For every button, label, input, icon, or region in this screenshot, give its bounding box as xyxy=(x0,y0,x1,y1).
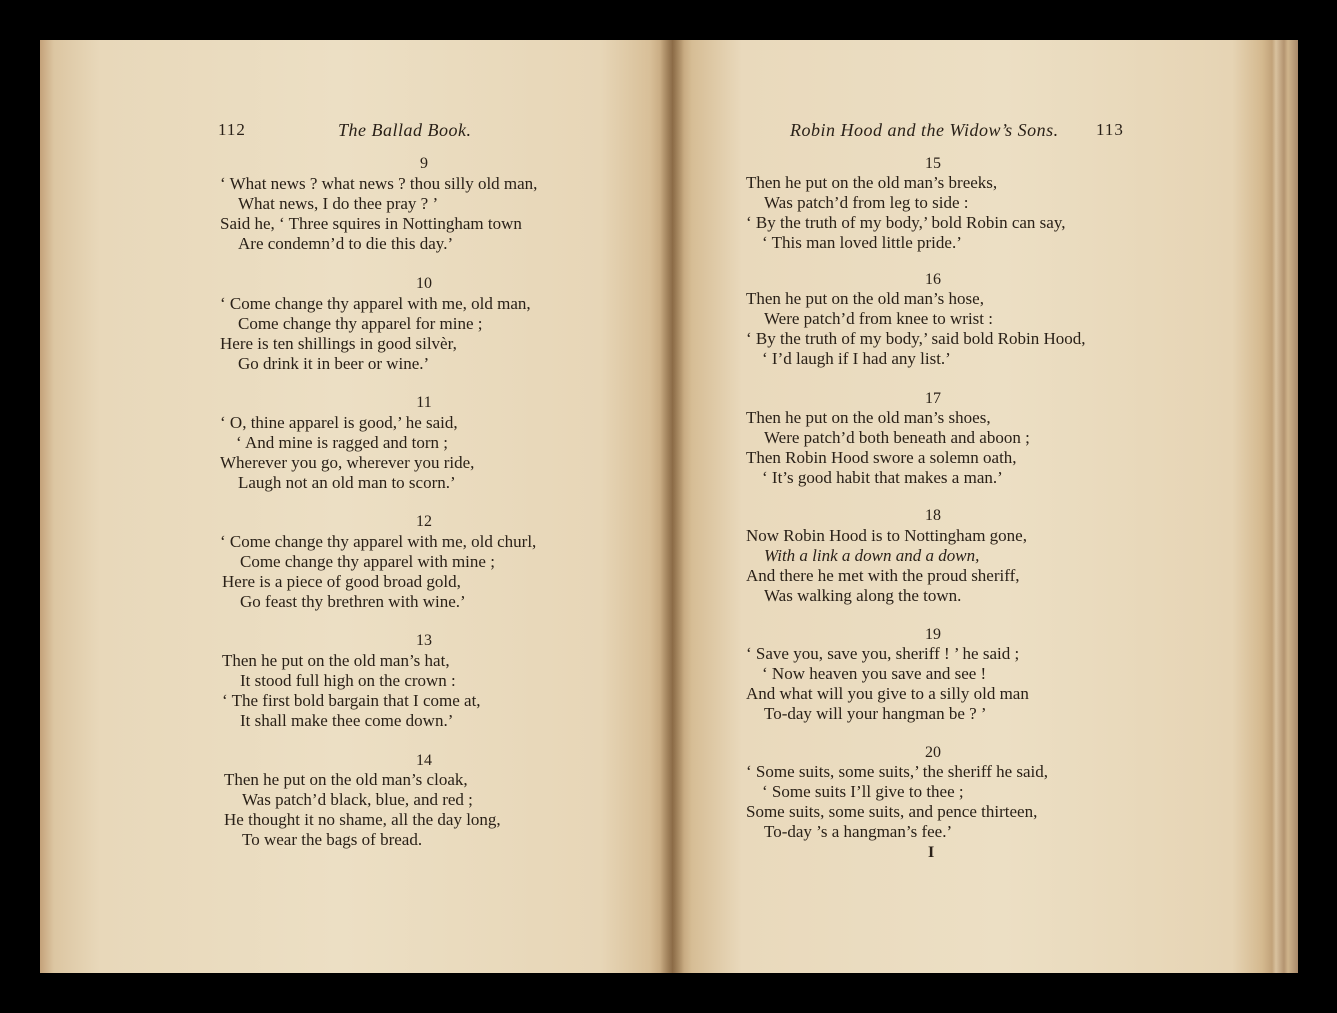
verse-line: Now Robin Hood is to Nottingham gone, xyxy=(746,526,1027,545)
stanza-number: 15 xyxy=(925,155,941,172)
stanza-number: 9 xyxy=(420,155,428,172)
verse-line: Go feast thy brethren with wine.’ xyxy=(240,592,466,611)
verse-line: ‘ Come change thy apparel with me, old churl, xyxy=(220,532,537,551)
stanza-number: 12 xyxy=(416,513,432,530)
running-head: The Ballad Book. xyxy=(338,120,472,140)
verse-line: ‘ Save you, save you, sheriff ! ’ he said ; xyxy=(746,644,1020,663)
open-book xyxy=(40,40,1298,973)
stanza-number: 10 xyxy=(416,275,432,292)
verse-line: ‘ And mine is ragged and torn ; xyxy=(236,433,448,452)
verse-line: Are condemn’d to die this day.’ xyxy=(238,234,454,253)
verse-line: ‘ By the truth of my body,’ bold Robin can say, xyxy=(746,213,1066,232)
left-page xyxy=(40,40,672,973)
stanza-number: 20 xyxy=(925,744,941,761)
verse-line: ‘ What news ? what news ? thou silly old man, xyxy=(220,174,538,193)
verse-line: Then he put on the old man’s hose, xyxy=(746,289,984,308)
book-spine-shadow xyxy=(660,40,684,973)
verse-line: ‘ Some suits, some suits,’ the sheriff he said, xyxy=(746,762,1049,781)
verse-line: Come change thy apparel for mine ; xyxy=(238,314,483,333)
verse-line: Then he put on the old man’s hat, xyxy=(222,651,450,670)
verse-line: ‘ Now heaven you save and see ! xyxy=(762,664,987,683)
verse-line: Were patch’d from knee to wrist : xyxy=(764,309,993,328)
verse-line: Then he put on the old man’s breeks, xyxy=(746,173,998,192)
verse-line: Then Robin Hood swore a solemn oath, xyxy=(746,448,1017,467)
verse-line: To wear the bags of bread. xyxy=(242,830,423,849)
verse-line: And what will you give to a silly old man xyxy=(746,684,1029,703)
verse-line: Come change thy apparel with mine ; xyxy=(240,552,495,571)
stanza-number: 18 xyxy=(925,507,941,524)
verse-line: Said he, ‘ Three squires in Nottingham town xyxy=(220,214,522,233)
verse-line: Was walking along the town. xyxy=(764,586,962,605)
stanza-number: 11 xyxy=(416,394,432,411)
right-page-header xyxy=(672,118,1298,142)
stanza-number: 16 xyxy=(925,271,941,288)
verse-line: ‘ I’d laugh if I had any list.’ xyxy=(762,349,951,368)
verse-line: Were patch’d both beneath and aboon ; xyxy=(764,428,1030,447)
verse-line: To-day will your hangman be ? ’ xyxy=(764,704,987,723)
verse-line: ‘ Come change thy apparel with me, old man, xyxy=(220,294,531,313)
verse-line: Here is ten shillings in good silvèr, xyxy=(220,334,457,353)
verse-line: What news, I do thee pray ? ’ xyxy=(238,194,439,213)
verse-line: ‘ This man loved little pride.’ xyxy=(762,233,962,252)
verse-line: ‘ By the truth of my body,’ said bold Robin Hood, xyxy=(746,329,1086,348)
verse-line: ‘ It’s good habit that makes a man.’ xyxy=(762,468,1003,487)
verse-line-refrain: With a link a down and a down, xyxy=(764,546,980,565)
verse-line: Here is a piece of good broad gold, xyxy=(222,572,461,591)
verse-line: Wherever you go, wherever you ride, xyxy=(220,453,475,472)
verse-line: Then he put on the old man’s shoes, xyxy=(746,408,991,427)
stanza-number: 13 xyxy=(416,632,432,649)
verse-line: Laugh not an old man to scorn.’ xyxy=(238,473,456,492)
left-page-header xyxy=(40,118,672,142)
page-number: 113 xyxy=(1096,120,1124,139)
verse-line: Some suits, some suits, and pence thirteen, xyxy=(746,802,1038,821)
verse-line: To-day ’s a hangman’s fee.’ xyxy=(764,822,953,841)
stanza-number: 14 xyxy=(416,752,432,769)
verse-line: ‘ The first bold bargain that I come at, xyxy=(222,691,481,710)
stanza-number: 19 xyxy=(925,626,941,643)
verse-line: It shall make thee come down.’ xyxy=(240,711,454,730)
verse-line: ‘ O, thine apparel is good,’ he said, xyxy=(220,413,458,432)
verse-line: Was patch’d from leg to side : xyxy=(764,193,969,212)
verse-line: ‘ Some suits I’ll give to thee ; xyxy=(762,782,964,801)
verse-line: Go drink it in beer or wine.’ xyxy=(238,354,430,373)
verse-line: It stood full high on the crown : xyxy=(240,671,456,690)
verse-line: Was patch’d black, blue, and red ; xyxy=(242,790,473,809)
verse-line: Then he put on the old man’s cloak, xyxy=(224,770,468,789)
verse-line: And there he met with the proud sheriff, xyxy=(746,566,1020,585)
page-number: 112 xyxy=(218,120,246,139)
verse-line: He thought it no shame, all the day long, xyxy=(224,810,501,829)
stanza-number: 17 xyxy=(925,390,941,407)
running-head: Robin Hood and the Widow’s Sons. xyxy=(790,120,1059,140)
catchword: I xyxy=(928,844,935,861)
right-page xyxy=(672,40,1298,973)
